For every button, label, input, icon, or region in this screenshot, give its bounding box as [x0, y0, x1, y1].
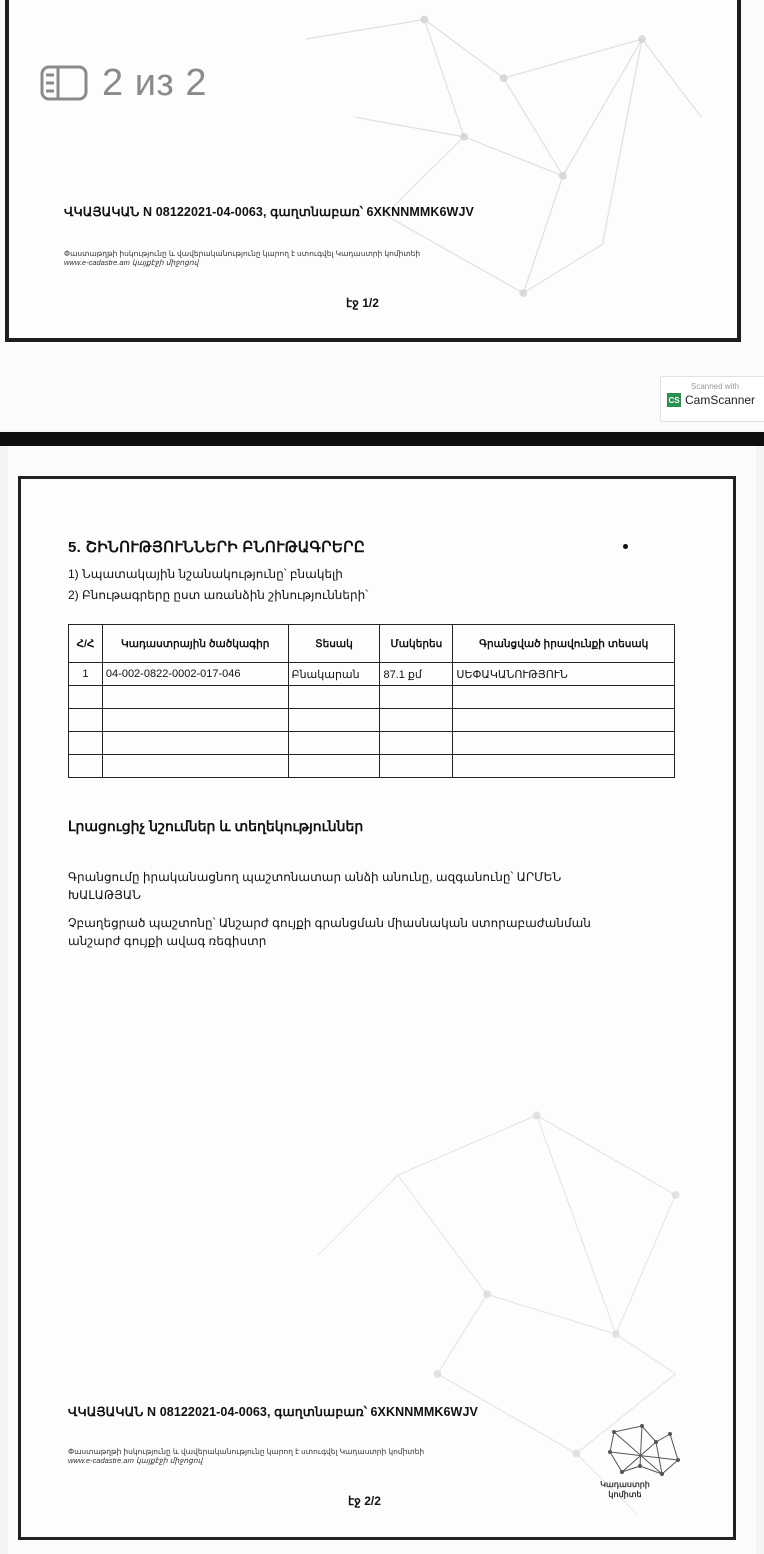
- table-cell: [69, 755, 103, 778]
- table-cell: [102, 709, 288, 732]
- characteristics-line: 2) Բնութագրերը ըստ առանձին շինությունների՝: [68, 588, 369, 602]
- table-cell: [288, 732, 380, 755]
- page-number: էջ 2/2: [348, 1494, 381, 1508]
- background-network-pattern: [9, 0, 737, 338]
- logo-caption: [590, 1480, 660, 1500]
- table-row: [69, 686, 675, 709]
- verification-note: [64, 249, 584, 267]
- table-cell: Բնակարան: [288, 663, 380, 686]
- section-title: 5. ՇԻՆՈՒԹՅՈՒՆՆԵՐԻ ԲՆՈՒԹԱԳՐԵՐԸ: [68, 539, 366, 556]
- table-cell: [288, 686, 380, 709]
- logo-caption-line-1: Կադաստրի: [600, 1480, 650, 1489]
- table-cell: 87.1 քմ: [380, 663, 453, 686]
- table-cell: [69, 709, 103, 732]
- verification-note-line-2: www.e-cadastre.am կայքէջի միջոցով: [64, 258, 199, 267]
- registrar-line-1: Գրանցումը իրականացնող պաշտոնատար անձի անունը, ազգանունը՝ ԱՐՄԵՆ: [68, 870, 562, 884]
- page-2-sheet: [8, 446, 756, 1554]
- table-cell: [453, 755, 675, 778]
- table-header-cell: Կադաստրային ծածկագիր: [102, 625, 288, 663]
- logo-caption-line-2: կոմիտե: [608, 1490, 642, 1499]
- table-cell: [102, 755, 288, 778]
- page-counter[interactable]: [40, 60, 207, 106]
- registrar-line-2: ԽԱԼԱԹՅԱՆ: [68, 888, 141, 902]
- table-header-cell: Հ/Հ: [69, 625, 103, 663]
- certificate-reference: ՎԿԱՅԱԿԱՆ N 08122021-04-0063, գաղտնաբառ՝ 6XKNNMMK6WJV: [68, 1405, 478, 1419]
- table-cell: [380, 732, 453, 755]
- verification-note-line-1: Փաստաթղթի իսկությունը և վավերականությունը կարող է ստուգվել Կադաստրի կոմիտեի: [64, 249, 421, 258]
- table-row: [69, 755, 675, 778]
- page-separator: [0, 432, 764, 446]
- table-cell: [69, 686, 103, 709]
- table-cell: [380, 686, 453, 709]
- table-row: [69, 709, 675, 732]
- camscanner-caption: Scanned with: [690, 382, 740, 391]
- position-line-1: Չբաղեցրած պաշտոնը՝ Անշարժ գույքի գրանցման միասնական ստորաբաժանման: [68, 916, 591, 930]
- verification-note-line-2: www.e-cadastre.am կայքէջի միջոցով: [68, 1456, 203, 1465]
- page-number: էջ 1/2: [346, 296, 379, 310]
- certificate-reference: ՎԿԱՅԱԿԱՆ N 08122021-04-0063, գաղտնաբառ՝ 6XKNNMMK6WJV: [64, 205, 474, 219]
- dot-mark: [623, 544, 628, 549]
- table-row: [69, 732, 675, 755]
- document-page-2: [0, 446, 764, 1554]
- table-header-cell: Գրանցված իրավունքի տեսակ: [453, 625, 675, 663]
- table-cell: [102, 686, 288, 709]
- camscanner-name: CamScanner: [685, 393, 756, 407]
- table-cell: [102, 732, 288, 755]
- table-cell: [288, 709, 380, 732]
- table-cell: [453, 732, 675, 755]
- verification-note-line-1: Փաստաթղթի իսկությունը և վավերականությունը կարող է ստուգվել Կադաստրի կոմիտեի: [68, 1447, 425, 1456]
- additional-notes-title: Լրացուցիչ նշումներ և տեղեկություններ: [68, 818, 364, 834]
- page-thumbnails-icon: [40, 65, 88, 101]
- document-page-1: [0, 0, 764, 430]
- camscanner-logo-icon: CS: [667, 393, 681, 407]
- table-row: [69, 663, 675, 686]
- registrar-paragraph: [68, 868, 648, 904]
- page-1-frame: [5, 0, 741, 342]
- table-cell: [380, 755, 453, 778]
- page-counter-text: 2 из 2: [102, 61, 208, 104]
- buildings-table: [68, 624, 675, 778]
- table-cell: [453, 686, 675, 709]
- table-cell: [288, 755, 380, 778]
- table-cell: ՍԵՓԱԿԱՆՈՒԹՅՈՒՆ: [453, 663, 675, 686]
- table-cell: [380, 709, 453, 732]
- table-header-cell: Մակերես: [380, 625, 453, 663]
- table-header-cell: Տեսակ: [288, 625, 380, 663]
- table-header-row: [69, 625, 675, 663]
- purpose-line: 1) Նպատակային նշանակությունը՝ բնակելի: [68, 567, 343, 581]
- table-cell: [69, 732, 103, 755]
- verification-note: [68, 1447, 588, 1465]
- position-line-2: անշարժ գույքի ավագ ռեգիստր: [68, 934, 267, 948]
- position-paragraph: [68, 914, 648, 950]
- table-cell: [453, 709, 675, 732]
- table-cell: 04-002-0822-0002-017-046: [102, 663, 288, 686]
- table-cell: 1: [69, 663, 103, 686]
- camscanner-watermark: [660, 376, 764, 422]
